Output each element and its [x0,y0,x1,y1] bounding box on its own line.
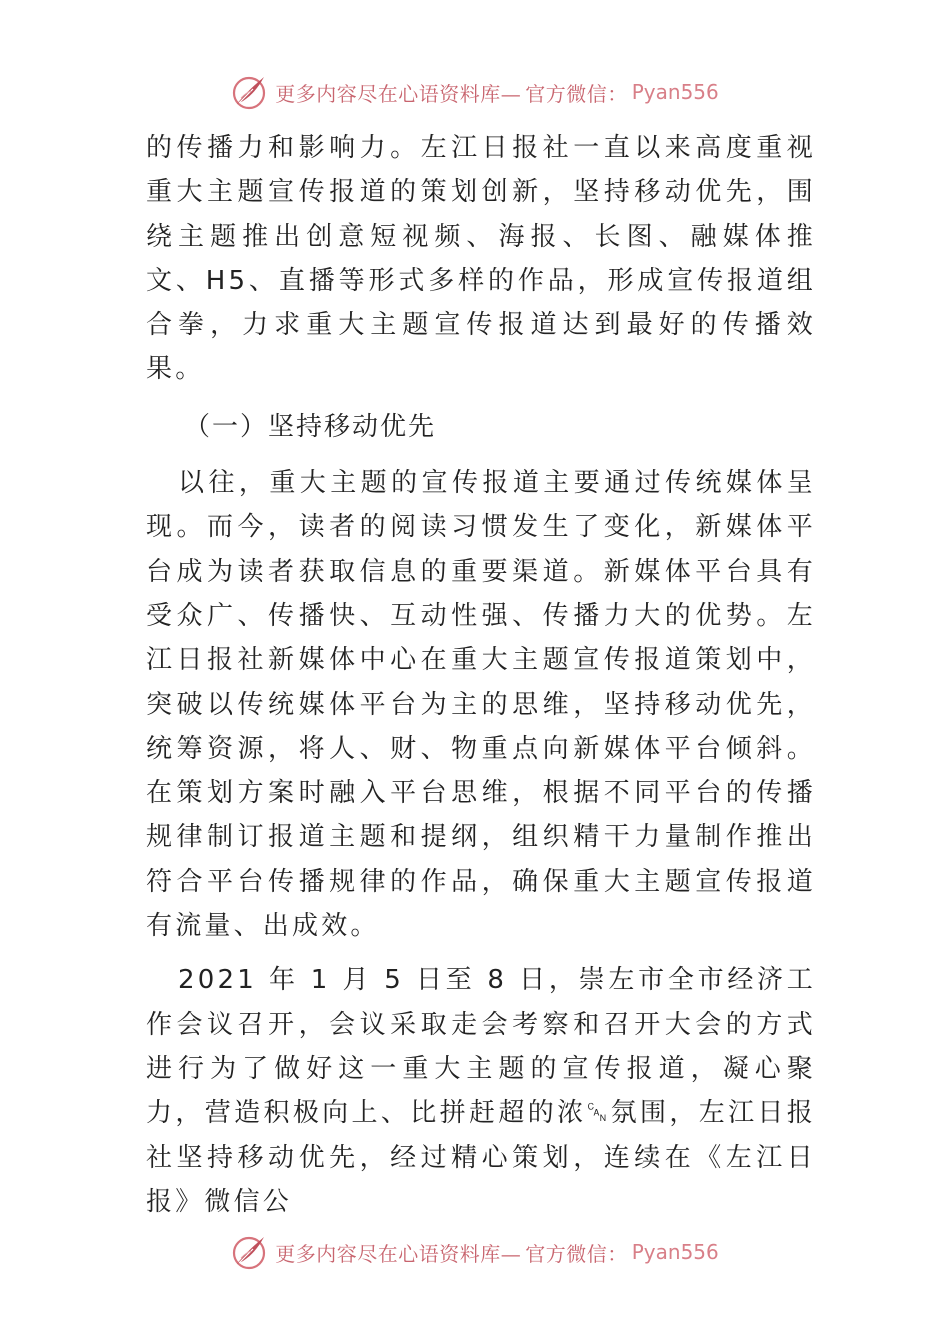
footer-wechat-label: 官方微信： [525,1241,628,1266]
document-body [146,126,816,1224]
paragraph-mobile-first: 以往，重大主题的宣传报道主要通过传统媒体呈现。而今，读者的阅读习惯发生了变化，新媒体平台成为读者获取信息的重要渠道。新媒体平台具有受众广、传播快、互动性强、传播力大的优势。左江日报社新媒体中心在重大主题宣传报道策划中，突破以传统媒体平台为主的思维，坚持移动优先，统筹资源，将人、财、物重点向新媒体平台倾斜。在策划方案时融入平台思维，根据不同平台的传播规律制订报道主题和提纲，组织精干力量制作推出符合平台传播规律的作品，确保重大主题宣传报道有流量、出成效。 [146,468,816,942]
footer-brand-text: 更多内容尽在心语资料库— [275,1241,522,1266]
paragraph-conference: 2021 年 1 月 5 日至 8 日，崇左市全市经济工作会议召开，会议采取走会考察和召开大会的方式进行为了做好这一重大主题的宣传报道，凝心聚力，营造积极向上、比拼赶超的浓␘氛围，左江日报社坚持移动优先，经过精心策划，连续在《左江日报》微信公 [146,965,816,1217]
feather-quill-icon [231,1234,267,1270]
section-heading: （一）坚持移动优先 [184,411,437,442]
footer-wechat-id: Pyan556 [631,1240,719,1264]
footer-banner [0,1230,950,1274]
paragraph-intro: 的传播力和影响力。左江日报社一直以来高度重视重大主题宣传报道的策划创新，坚持移动优先，围绕主题推出创意短视频、海报、长图、融媒体推文、H5、直播等形式多样的作品，形成宣传报道组合拳，力求重大主题宣传报道达到最好的传播效果。 [146,133,816,385]
feather-quill-icon [231,74,267,110]
header-brand-text: 更多内容尽在心语资料库— [275,81,522,106]
header-wechat-id: Pyan556 [631,80,719,104]
header-banner [0,70,950,114]
header-wechat-label: 官方微信： [525,81,628,106]
